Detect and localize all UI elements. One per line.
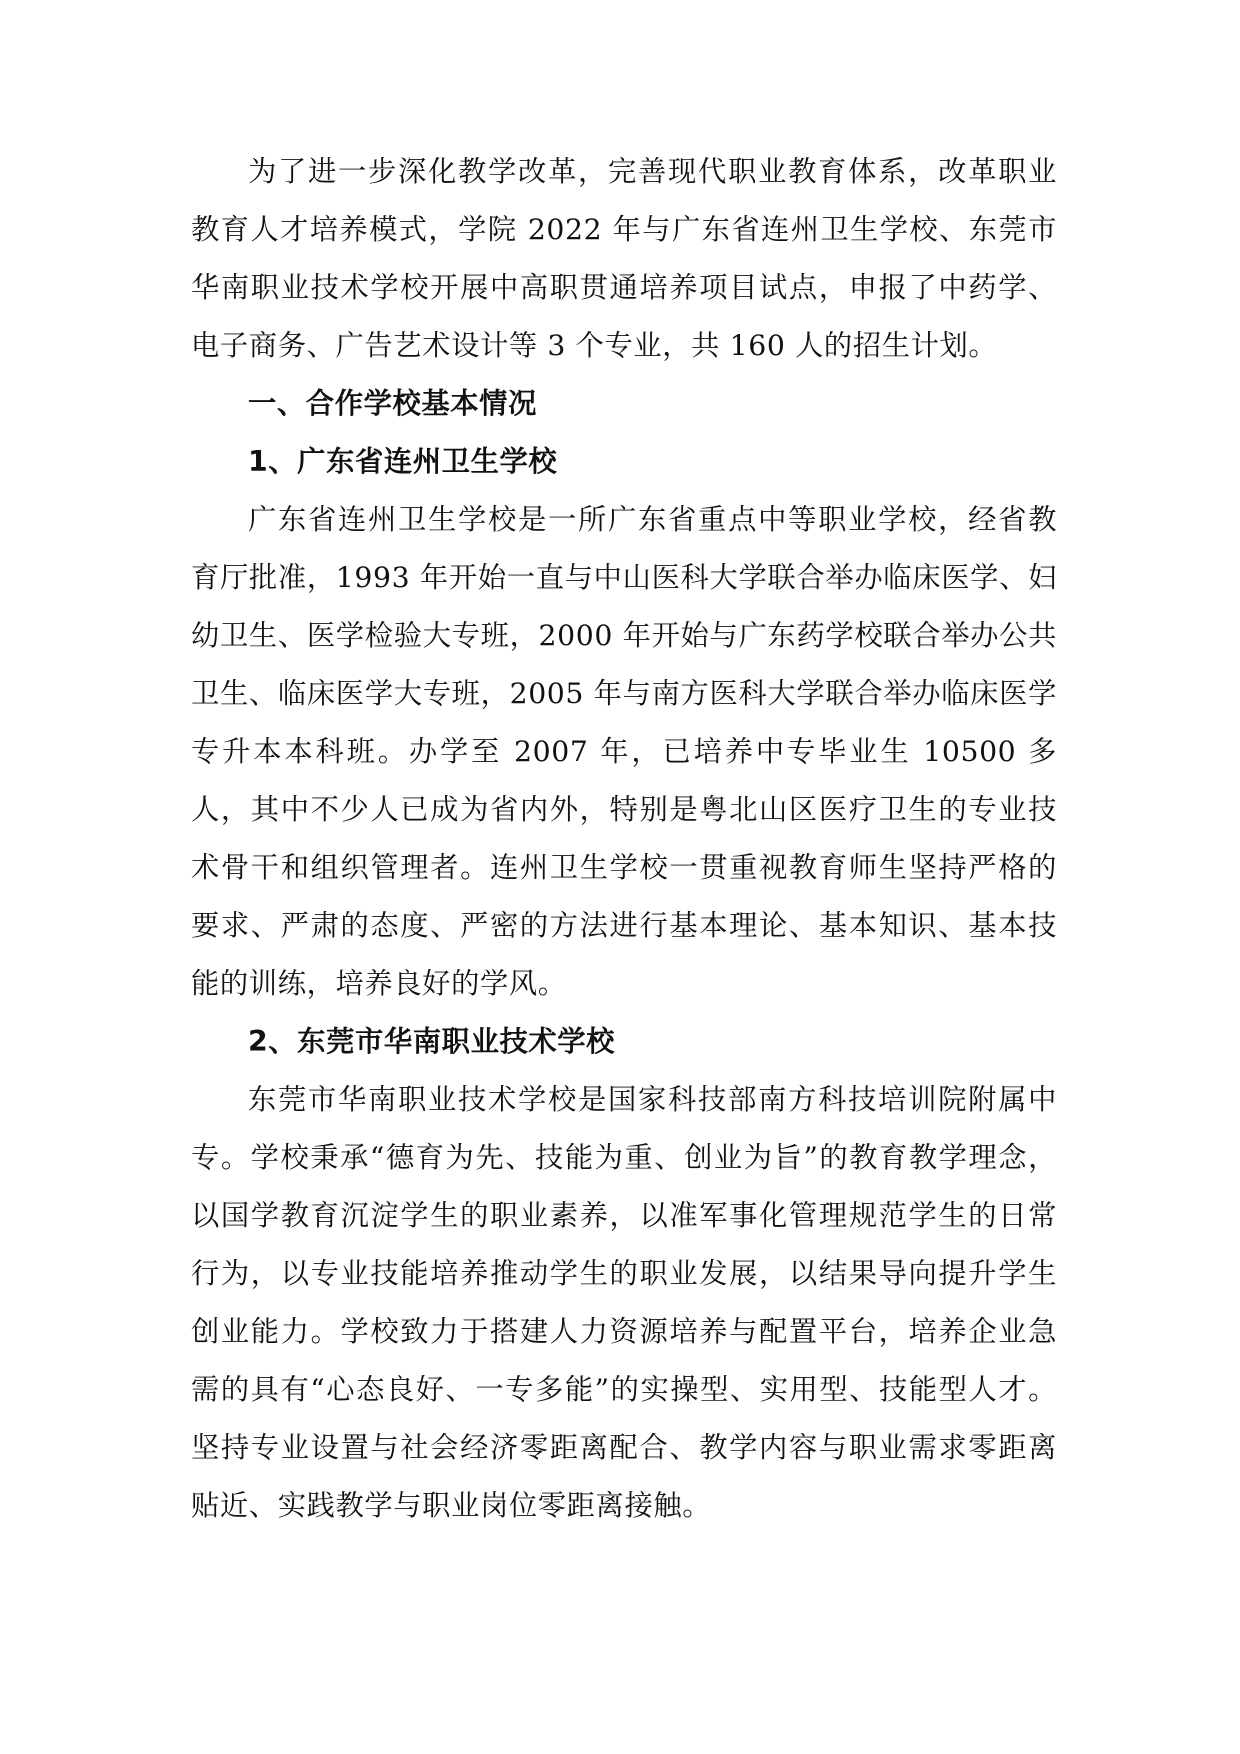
section-heading-partner-schools: 一、合作学校基本情况 <box>248 387 537 420</box>
paragraph-huanan-vocational-school: 东莞市华南职业技术学校是国家科技部南方科技培训院附属中专。学校秉承“德育为先、技能为重、创业为旨”的教育教学理念，以国学教育沉淀学生的职业素养，以准军事化管理规范学生的日常行为，以专业技能培养推动学生的职业发展，以结果导向提升学生创业能力。学校致力于搭建人力资源培养与配置平台，培养企业急需的具有“心态良好、一专多能”的实操型、实用型、技能型人才。坚持专业设置与社会经济零距离配合、教学内容与职业需求零距离贴近、实践教学与职业岗位零距离接触。 <box>191 1083 1057 1522</box>
paragraph-lianzhou-health-school: 广东省连州卫生学校是一所广东省重点中等职业学校，经省教育厅批准，1993 年开始一直与中山医科大学联合举办临床医学、妇幼卫生、医学检验大专班，2000 年开始与广东药学校联合举办公共卫生、临床医学大专班，2005 年与南方医科大学联合举办临床医学专升本本科班。办学至 2007 年，已培养中专毕业生 10500 多人，其中不少人已成为省内外，特别是粤北山区医疗卫生的专业技术骨干和组织管理者。连州卫生学校一贯重视教育师生坚持严格的要求、严肃的态度、严密的方法进行基本理论、基本知识、基本技能的训练，培养良好的学风。 <box>191 503 1057 1000</box>
subheading-lianzhou-health-school: 1、广东省连州卫生学校 <box>248 445 558 478</box>
intro-paragraph: 为了进一步深化教学改革，完善现代职业教育体系，改革职业教育人才培养模式，学院 2022 年与广东省连州卫生学校、东莞市华南职业技术学校开展中高职贯通培养项目试点，申报了中药学、电子商务、广告艺术设计等 3 个专业，共 160 人的招生计划。 <box>191 155 1057 362</box>
subheading-huanan-vocational-school: 2、东莞市华南职业技术学校 <box>248 1025 616 1058</box>
document-body <box>191 143 1057 1535</box>
